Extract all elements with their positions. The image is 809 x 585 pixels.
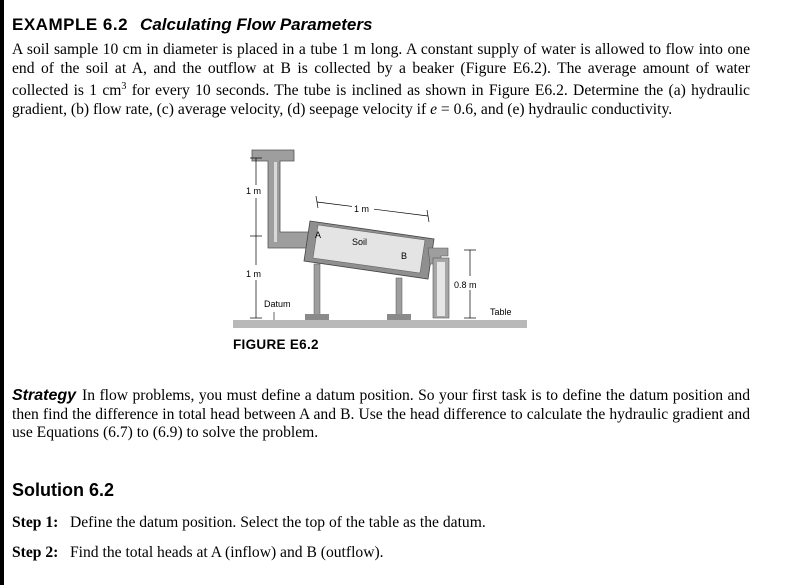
support-left-foot [305, 314, 329, 320]
strategy-paragraph [12, 387, 750, 443]
datum-label: Datum [264, 299, 291, 309]
support-right [396, 278, 402, 316]
strategy-lead: Strategy [12, 387, 77, 404]
point-a-label: A [315, 230, 322, 240]
example-label: EXAMPLE 6.2 [12, 15, 129, 34]
solution-step-1 [12, 514, 486, 532]
soil-label: Soil [352, 237, 368, 247]
step-2-text: Find the total heads at A (inflow) and B (outflow). [70, 544, 384, 561]
problem-statement [12, 41, 750, 119]
point-b-label: B [401, 251, 408, 261]
inlet-funnel [252, 150, 312, 248]
soil-sample [313, 225, 425, 273]
problem-text-part-3: = 0.6, and (e) hydraulic conductivity. [437, 100, 673, 118]
tube-length-label: 1 m [354, 204, 370, 214]
problem-text-part-1: A soil sample 10 cm in diameter is placed in a tube 1 m long. A constant supply of water is allowed to flow into one end of the soil at A, and the outflow at B is collected by a beaker (Figure E6.2). The average amount of water collected is 1 cm [12, 41, 750, 100]
height-label-top: 1 m [246, 186, 262, 196]
table-surface [233, 320, 527, 328]
height-label-bottom: 1 m [246, 269, 262, 279]
step-1-number: Step 1: [12, 514, 59, 531]
solution-step-2 [12, 544, 384, 562]
example-heading [12, 12, 372, 38]
beaker-inner [437, 262, 445, 316]
figure-caption: FIGURE E6.2 [233, 337, 319, 352]
inlet-pipe-highlight [274, 162, 277, 242]
table-label: Table [490, 307, 512, 317]
outlet-height-label: 0.8 m [454, 280, 477, 290]
strategy-text: In flow problems, you must define a datum position. So your first task is to define the datum position and then find the difference in total head between A and B. Use the head difference to calculate the hydraulic gradient and use Equations (6.7) to (6.9) to solve the problem. [12, 387, 750, 441]
example-title: Calculating Flow Parameters [140, 15, 373, 34]
support-right-foot [387, 314, 411, 320]
solution-heading: Solution 6.2 [12, 480, 115, 500]
problem-text-part-2: for every 10 seconds. The tube is inclined as shown in Figure E6.2. Determine the (a) hydraulic gradient, (b) flow rate, (c) average velocity, (d) seepage velocity if [12, 82, 750, 118]
support-left [314, 264, 320, 316]
figure-e6-2 [228, 140, 538, 330]
step-1-text: Define the datum position. Select the top of the table as the datum. [70, 514, 486, 531]
step-2-number: Step 2: [12, 544, 59, 561]
problem-superscript: 3 [121, 81, 127, 92]
left-margin-bar [0, 0, 4, 585]
void-ratio-variable: e [430, 100, 438, 118]
